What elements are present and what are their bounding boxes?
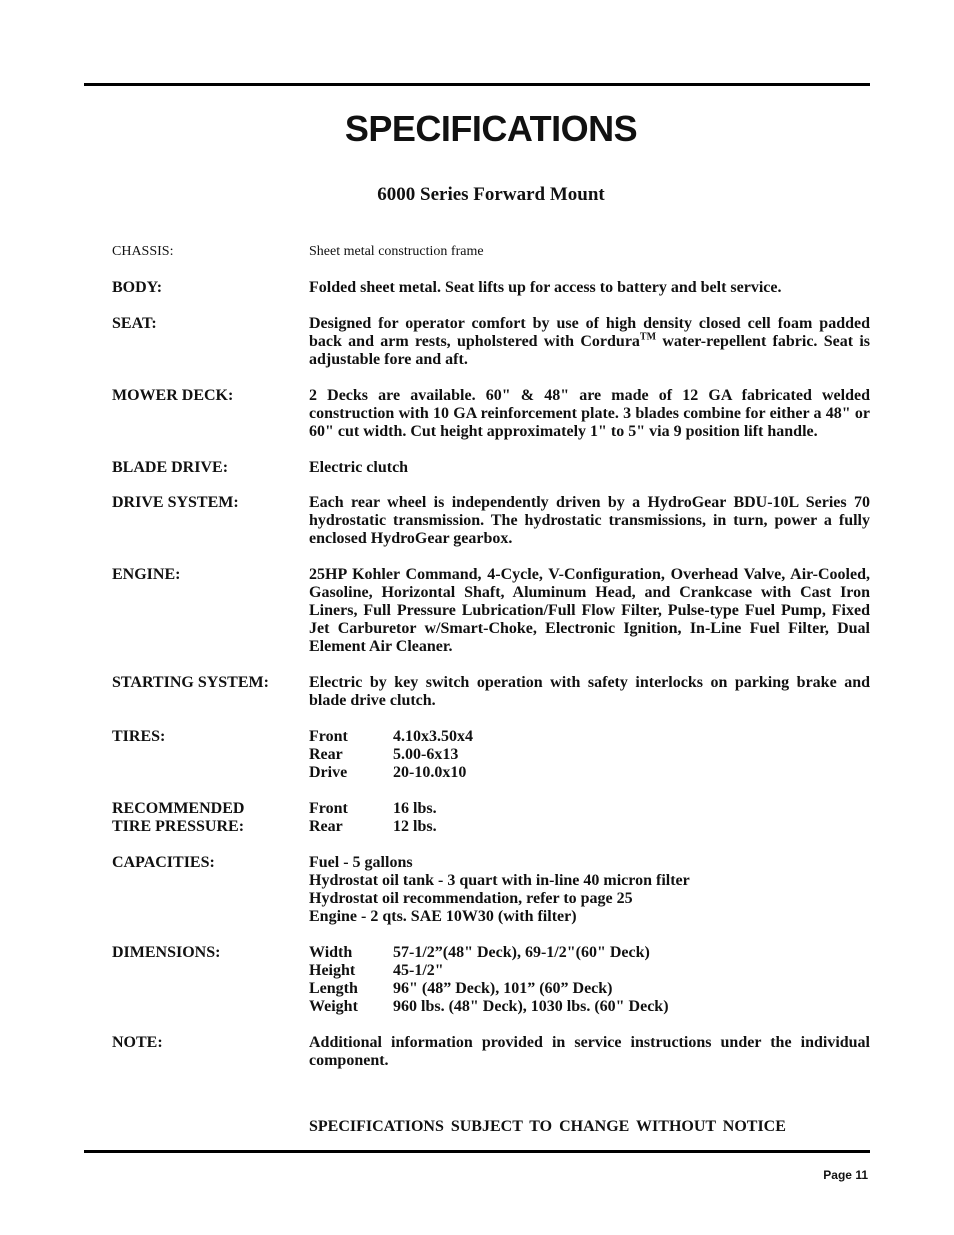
capacity-line: Hydrostat oil recommendation, refer to page 25 bbox=[309, 890, 633, 907]
tire-row-front bbox=[309, 728, 870, 746]
spec-label-line: TIRE PRESSURE: bbox=[112, 818, 245, 835]
pressure-row-front bbox=[309, 800, 870, 818]
spec-row-chassis bbox=[112, 243, 870, 261]
spec-value: Additional information provided in service instructions under the individual component. bbox=[309, 1034, 870, 1069]
pair-value: 5.00-6x13 bbox=[393, 746, 459, 763]
pair-key: Length bbox=[309, 980, 358, 997]
dimension-row-height bbox=[309, 962, 870, 980]
spec-label: NOTE: bbox=[112, 1034, 163, 1051]
spec-label: BLADE DRIVE: bbox=[112, 459, 229, 476]
spec-value bbox=[309, 944, 870, 1016]
spec-value: Each rear wheel is independently driven by a HydroGear BDU-10L Series 70 hydrostatic transmission. The hydrostatic transmissions, in turn, power a fully enclosed HydroGear gearbox. bbox=[309, 494, 870, 547]
spec-value: Electric by key switch operation with safety interlocks on parking brake and blade drive clutch. bbox=[309, 674, 870, 709]
top-rule bbox=[84, 83, 870, 86]
spec-label: BODY: bbox=[112, 279, 163, 296]
capacity-line: Engine - 2 qts. SAE 10W30 (with filter) bbox=[309, 908, 577, 925]
spec-row-mower-deck bbox=[112, 387, 870, 441]
spec-row-blade-drive bbox=[112, 459, 870, 477]
spec-label: MOWER DECK: bbox=[112, 387, 234, 404]
page-subtitle: 6000 Series Forward Mount bbox=[377, 184, 605, 205]
capacity-line: Hydrostat oil tank - 3 quart with in-line 40 micron filter bbox=[309, 872, 690, 889]
pair-key: Drive bbox=[309, 764, 348, 781]
pair-key: Front bbox=[309, 800, 348, 817]
pair-value: 45-1/2" bbox=[393, 962, 444, 979]
pair-value: 96" (48” Deck), 101” (60” Deck) bbox=[393, 980, 613, 997]
spec-value bbox=[309, 854, 870, 926]
pair-key: Height bbox=[309, 962, 356, 979]
spec-value bbox=[309, 728, 870, 782]
dimension-row-width bbox=[309, 944, 870, 962]
pair-key: Rear bbox=[309, 818, 343, 835]
pair-value: 4.10x3.50x4 bbox=[393, 728, 473, 745]
pressure-row-rear bbox=[309, 818, 870, 836]
spec-value: 25HP Kohler Command, 4-Cycle, V-Configuration, Overhead Valve, Air-Cooled, Gasoline, Horizontal Shaft, Aluminum Head, and Crankcase with Cast Iron Liners, Full Pressure Lubrication/Full Flow Filter, Pulse-type Fuel Pump, Fixed Jet Carburetor w/Smart-Choke, Electronic Ignition, In-Line Fuel Filter, Dual Element Air Cleaner. bbox=[309, 566, 870, 655]
pair-key: Width bbox=[309, 944, 353, 961]
spec-row-dimensions bbox=[112, 944, 870, 1016]
spec-row-tires bbox=[112, 728, 870, 782]
change-notice: SPECIFICATIONS SUBJECT TO CHANGE WITHOUT NOTICE bbox=[309, 1118, 786, 1135]
pair-value: 20-10.0x10 bbox=[393, 764, 467, 781]
spec-value bbox=[309, 315, 870, 369]
spec-value: Sheet metal construction frame bbox=[309, 244, 484, 259]
spec-row-body bbox=[112, 279, 870, 297]
spec-row-capacities bbox=[112, 854, 870, 926]
pair-value: 57-1/2”(48" Deck), 69-1/2"(60" Deck) bbox=[393, 944, 650, 961]
spec-value-text: water-repellent fabric. Seat is adjustable fore and aft. bbox=[309, 333, 870, 368]
bottom-rule bbox=[84, 1150, 870, 1153]
spec-label: DIMENSIONS: bbox=[112, 944, 221, 961]
pair-key: Weight bbox=[309, 998, 358, 1015]
spec-label: CHASSIS: bbox=[112, 244, 174, 259]
spec-row-starting-system bbox=[112, 674, 870, 710]
spec-label-line: RECOMMENDED bbox=[112, 800, 245, 817]
spec-label: DRIVE SYSTEM: bbox=[112, 494, 239, 511]
spec-value: Folded sheet metal. Seat lifts up for access to battery and belt service. bbox=[309, 279, 782, 296]
spec-value-text: Designed for operator comfort by use of high density closed cell foam padded back and arm rests, upholstered with Cordura bbox=[309, 315, 870, 350]
dimension-row-length bbox=[309, 980, 870, 998]
tire-row-drive bbox=[309, 764, 870, 782]
page-title: SPECIFICATIONS bbox=[344, 108, 638, 149]
spec-row-note bbox=[112, 1034, 870, 1070]
dimension-row-weight bbox=[309, 998, 870, 1016]
spec-label: TIRES: bbox=[112, 728, 166, 745]
spec-label: SEAT: bbox=[112, 315, 157, 332]
tire-row-rear bbox=[309, 746, 870, 764]
pair-value: 960 lbs. (48" Deck), 1030 lbs. (60" Deck) bbox=[393, 998, 669, 1015]
spec-row-drive-system bbox=[112, 494, 870, 548]
spec-value: 2 Decks are available. 60" & 48" are made of 12 GA fabricated welded construction with 10 GA reinforcement plate. 3 blades combine for either a 48" or 60" cut width. Cut height approximately 1" to 5" via 9 position lift handle. bbox=[309, 387, 870, 440]
capacity-line: Fuel - 5 gallons bbox=[309, 854, 413, 871]
page-number: Page 11 bbox=[823, 1168, 868, 1182]
spec-row-tire-pressure bbox=[112, 800, 870, 836]
spec-value bbox=[309, 800, 870, 836]
pair-key: Front bbox=[309, 728, 348, 745]
spec-label: ENGINE: bbox=[112, 566, 181, 583]
trademark-mark: TM bbox=[639, 331, 657, 343]
pair-key: Rear bbox=[309, 746, 343, 763]
spec-label: CAPACITIES: bbox=[112, 854, 215, 871]
spec-value: Electric clutch bbox=[309, 459, 409, 476]
spec-row-seat bbox=[112, 315, 870, 369]
pair-value: 16 lbs. bbox=[393, 800, 437, 817]
spec-row-engine bbox=[112, 566, 870, 656]
pair-value: 12 lbs. bbox=[393, 818, 437, 835]
specifications-list bbox=[112, 240, 870, 1070]
spec-label bbox=[112, 800, 309, 836]
spec-label: STARTING SYSTEM: bbox=[112, 674, 269, 691]
